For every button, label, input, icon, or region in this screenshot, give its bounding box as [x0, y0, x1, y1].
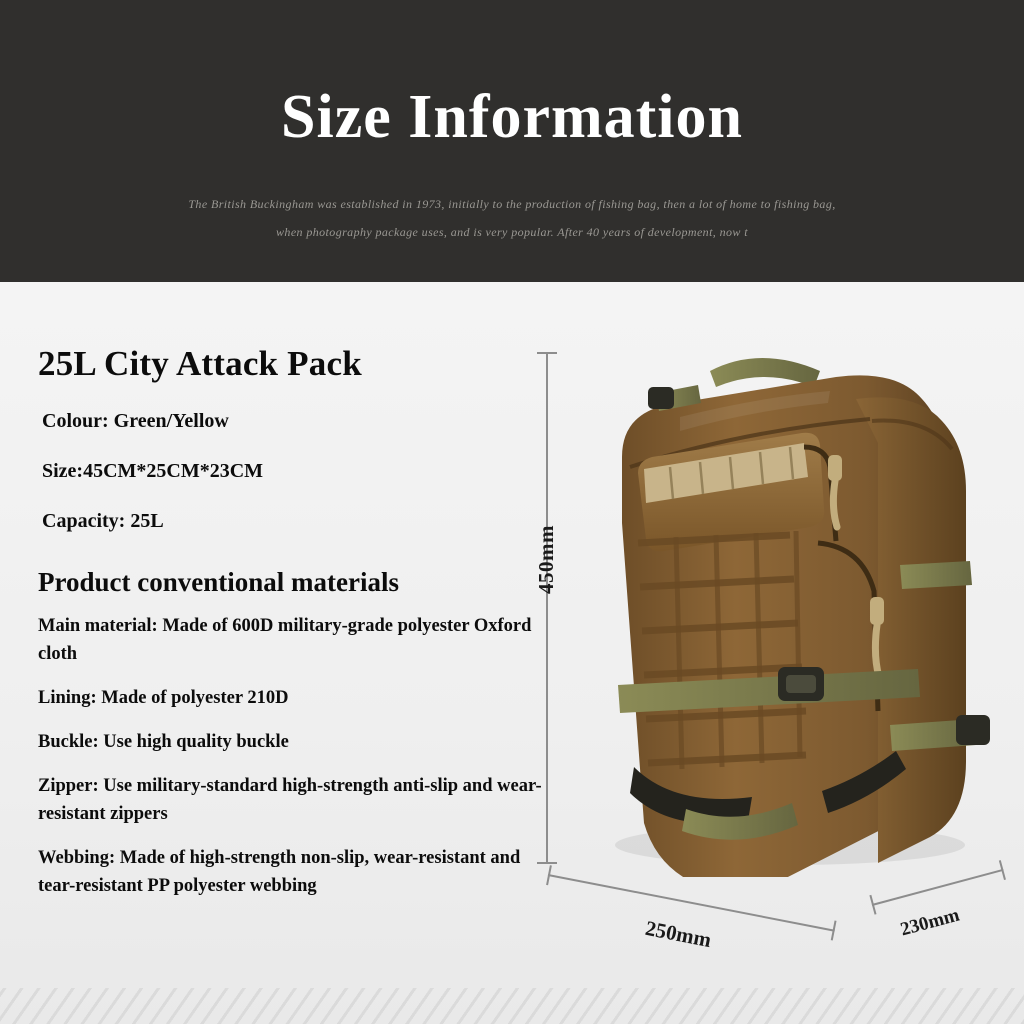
content-area: [0, 282, 1024, 1024]
material-buckle: Buckle: Use high quality buckle: [38, 732, 289, 752]
material-webbing: Webbing: Made of high-strength non-slip, wear-resistant and tear-resistant PP polyester webbing: [38, 848, 521, 896]
material-lining: Lining: Made of polyester 210D: [38, 688, 289, 708]
materials-heading: Product conventional materials: [38, 567, 399, 597]
material-zipper: Zipper: Use military-standard high-strength anti-slip and wear-resistant zippers: [38, 776, 542, 824]
height-dimension-label: 450mm: [534, 525, 558, 594]
banner-subtitle-line1: The British Buckingham was established in 1973, initially to the production of fishing bag, then a lot of home to fishing bag,: [188, 197, 836, 211]
height-dimension-line: [546, 352, 548, 864]
spec-capacity: Capacity: 25L: [42, 510, 164, 532]
width-dimension-line: [548, 874, 835, 932]
spec-colour: Colour: Green/Yellow: [42, 410, 229, 432]
width-dimension-label: 250mm: [643, 915, 714, 953]
product-info-column: [38, 344, 558, 916]
banner-subtitle-line2: when photography package uses, and is very popular. After 40 years of development, now t: [276, 225, 748, 239]
spec-size: Size:45CM*25CM*23CM: [42, 460, 264, 482]
material-main: Main material: Made of 600D military-grade polyester Oxford cloth: [38, 616, 532, 664]
page-title: Size Information: [280, 83, 744, 151]
header-banner: [0, 0, 1024, 282]
product-title: 25L City Attack Pack: [38, 344, 362, 383]
depth-dimension-label: 230mm: [898, 904, 962, 941]
product-image: [560, 337, 1010, 877]
banner-subtitle: [0, 190, 1024, 246]
decorative-stripes: [0, 988, 1024, 1024]
